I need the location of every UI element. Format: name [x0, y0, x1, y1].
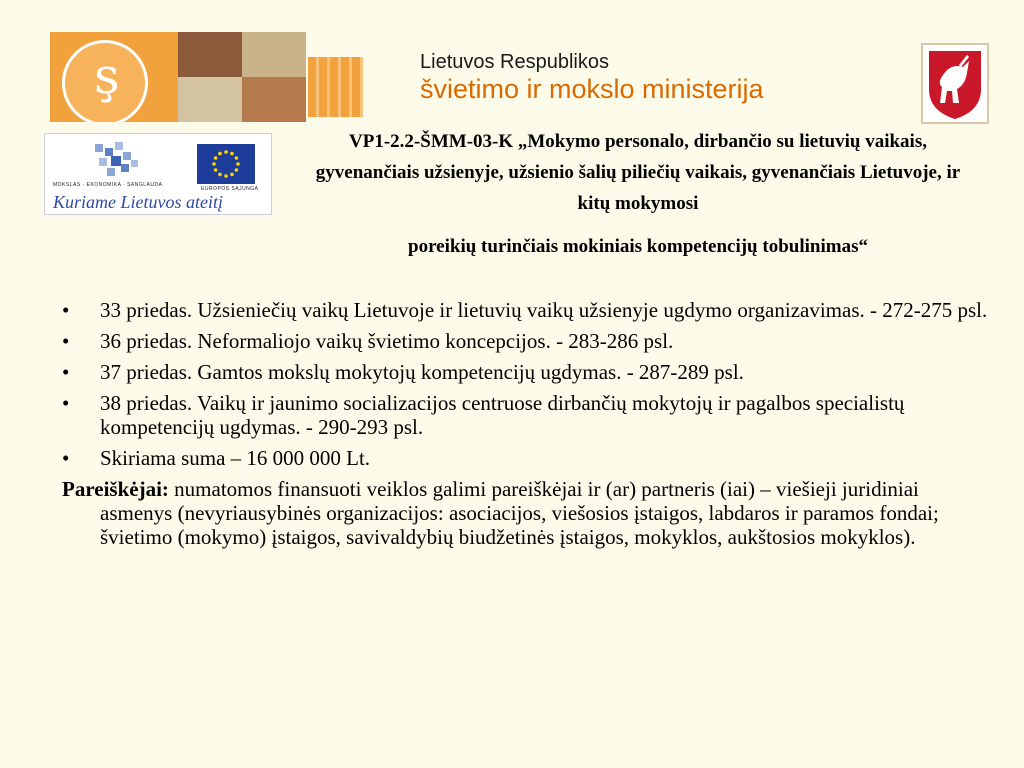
ministry-name-line1: Lietuvos Respublikos	[420, 51, 609, 73]
esf-motto: Kuriame Lietuvos ateitį	[53, 192, 223, 212]
list-item-text: 33 priedas. Užsieniečių vaikų Lietuvoje ir lietuvių vaikų užsienyje ugdymo organizavimas. - 272-275 psl.	[100, 298, 988, 322]
list-item-text: 37 priedas. Gamtos mokslų mokytojų kompetencijų ugdymas. - 287-289 psl.	[100, 360, 744, 384]
bullet-icon: •	[62, 329, 70, 353]
ministry-banner-image	[50, 32, 306, 122]
ministry-name-line2: švietimo ir mokslo ministerija	[420, 74, 764, 104]
list-item	[62, 391, 992, 439]
slide-title	[308, 126, 968, 262]
eu-label: EUROPOS SĄJUNGA	[201, 186, 259, 192]
slide-body	[62, 298, 992, 549]
list-item-text: 36 priedas. Neformaliojo vaikų švietimo koncepcijos. - 283-286 psl.	[100, 329, 674, 353]
applicants-label: Pareiškėjai:	[62, 477, 169, 501]
slide-title-line1: VP1-2.2-ŠMM-03-K „Mokymo personalo, dirbančio su lietuvių vaikais, gyvenančiais užsienyje, užsienio šalių piliečių vaikais, gyvenančiais Lietuvoje, ir kitų mokymosi	[315, 131, 961, 214]
list-item	[62, 360, 992, 384]
list-item	[62, 329, 992, 353]
bullet-icon: •	[62, 298, 70, 322]
ministry-name	[420, 50, 764, 104]
esf-slogan-small: MOKSLAS · EKONOMIKA · SANGLAUDA	[53, 182, 163, 188]
list-item-text: 38 priedas. Vaikų ir jaunimo socializacijos centruose dirbančių mokytojų ir pagalbos specialistų kompetencijų ugdymas. - 290-293 psl.	[100, 391, 905, 439]
esf-map-icon	[85, 140, 155, 182]
slide-title-line2: poreikių turinčiais mokiniais kompetencijų tobulinimas“	[408, 236, 868, 257]
list-item-text: Skiriama suma – 16 000 000 Lt.	[100, 446, 371, 470]
esf-logo	[44, 133, 272, 215]
bullet-icon: •	[62, 360, 70, 384]
list-item	[62, 298, 992, 322]
coat-of-arms-icon	[921, 43, 989, 124]
list-item	[62, 446, 992, 470]
banner-stripe	[308, 57, 363, 117]
applicants-text: numatomos finansuoti veiklos galimi pareiškėjai ir (ar) partneris (iai) – viešieji juridiniai asmenys (nevyriausybinės organizacijos: asociacijos, viešosios įstaigos, labdaros ir paramos fondai; švietimo (mokymo) įstaigos, savivaldybių biudžetinės įstaigos, mokyklos, aukštosios mokyklos).	[100, 477, 939, 549]
bullet-icon: •	[62, 391, 70, 415]
bullet-icon: •	[62, 446, 70, 470]
applicants-paragraph	[62, 477, 992, 549]
eu-flag-icon	[197, 144, 255, 184]
annex-list	[62, 298, 992, 470]
ministry-logo-glyph: ş	[94, 47, 120, 105]
